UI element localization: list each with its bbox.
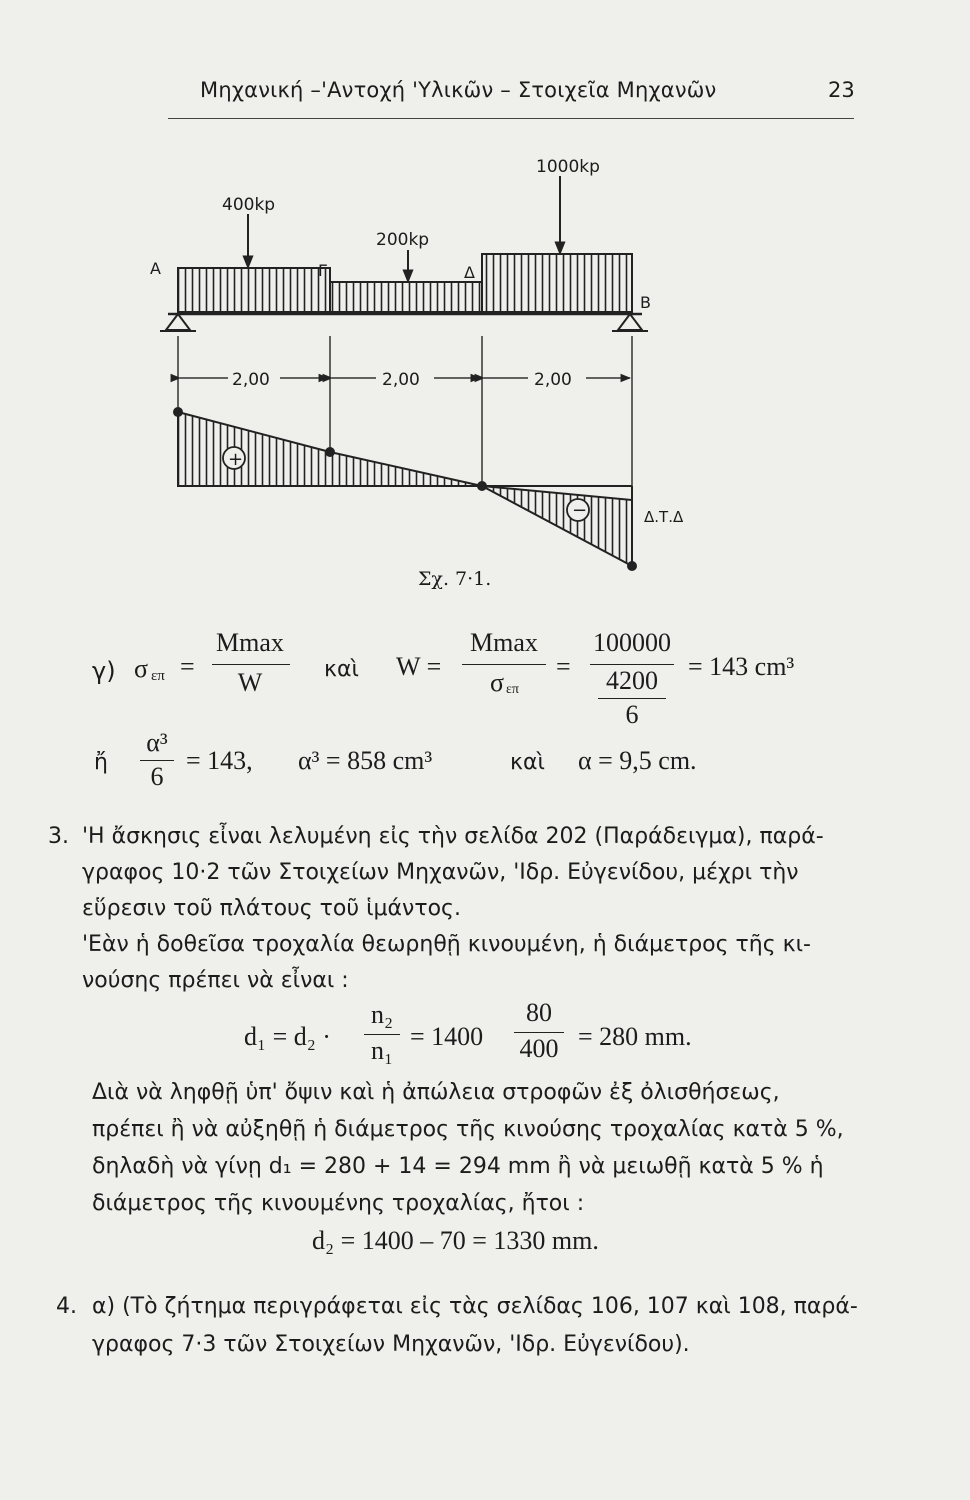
page-number: 23 — [828, 78, 855, 102]
beam-figure — [150, 140, 720, 610]
num-80: 80 — [526, 998, 552, 1027]
alpha-result: α = 9,5 cm. — [578, 746, 697, 775]
fraction-line — [590, 664, 674, 665]
w-result: = 143 cm³ — [688, 652, 795, 681]
point-label-d: Δ — [464, 263, 475, 282]
alpha-cubed: α³ — [146, 728, 168, 757]
point-label-g: Γ — [318, 261, 327, 280]
six-denominator: 6 — [150, 762, 164, 791]
negative-sign: − — [572, 500, 588, 521]
positive-sign: + — [228, 449, 244, 470]
load-blocks — [178, 254, 632, 312]
kai-word: καὶ — [324, 657, 359, 682]
num-4200: 4200 — [606, 666, 658, 695]
mmax-numerator-2: Mmax — [470, 628, 538, 657]
item-4-line-2: γραφος 7·3 τῶν Στοιχείων Μηχανῶν, 'Ιδρ. Εὐγενίδου). — [92, 1332, 690, 1357]
n1-denominator: n₁ — [370, 1036, 394, 1065]
fraction-line — [598, 698, 666, 699]
d-equation-rhs: = 280 mm. — [578, 1022, 692, 1051]
n2-numerator: n₂ — [370, 1000, 394, 1029]
fraction-line — [514, 1032, 564, 1033]
num-100000: 100000 — [593, 628, 671, 657]
sigma-symbol: σ — [134, 654, 149, 683]
sigma-subscript: επ — [151, 668, 165, 684]
kai-word-2: καὶ — [510, 750, 545, 775]
w-denominator: W — [237, 668, 263, 697]
shear-diagram — [173, 407, 637, 571]
equals-sign-2: = — [556, 652, 571, 681]
item-3-line-5: νούσης πρέπει νὰ εἶναι : — [82, 968, 349, 993]
dimension-label-3: 2,00 — [534, 370, 572, 390]
dimension-label-2: 2,00 — [382, 370, 420, 390]
item-3-line-6: Διὰ νὰ ληφθῇ ὑπ' ὄψιν καὶ ἡ ἀπώλεια στροφῶν ἐξ ὀλισθήσεως, — [92, 1080, 780, 1105]
alpha-cubed-858: α³ = 858 cm³ — [298, 746, 433, 775]
item-3-line-1: 'Η ἄσκησις εἶναι λελυμένη εἰς τὴν σελίδα 202 (Παράδειγμα), παρά- — [82, 824, 824, 849]
sigma-subscript-2: επ — [506, 682, 519, 697]
item-4-number: 4. — [56, 1294, 77, 1319]
num-400: 400 — [519, 1034, 559, 1063]
item-3-number: 3. — [48, 824, 69, 849]
item-3-line-4: 'Εὰν ἡ δοθεῖσα τροχαλία θεωρηθῇ κινουμένη, ἡ διάμετρος τῆς κι- — [82, 932, 811, 957]
running-title: Μηχανική –'Αντοχή 'Υλικῶν – Στοιχεῖα Μηχανῶν — [200, 78, 717, 102]
load-label-1000: 1000kp — [536, 157, 600, 177]
load-label-400: 400kp — [222, 195, 276, 215]
item-4-line-1: α) (Τὸ ζήτημα περιγράφεται εἰς τὰς σελίδας 106, 107 καὶ 108, παρά- — [92, 1294, 858, 1319]
item-3-line-3: εὕρεσιν τοῦ πλάτους τοῦ ἱμάντος. — [82, 896, 461, 921]
diagram-label: Δ.Τ.Δ — [644, 508, 684, 526]
load-label-200: 200kp — [376, 230, 430, 250]
item-3-line-8: δηλαδὴ νὰ γίνῃ d₁ = 280 + 14 = 294 mm ἢ νὰ μειωθῇ κατὰ 5 % ἡ — [92, 1154, 824, 1179]
eta-word: ἤ — [94, 750, 108, 775]
figure-caption: Σχ. 7·1. — [418, 568, 492, 590]
header-rule — [168, 118, 854, 119]
d-equation-mid: = 1400 — [410, 1022, 484, 1051]
support-b — [612, 314, 648, 331]
section-g-label: γ) — [92, 657, 116, 685]
item-3-line-9: διάμετρος τῆς κινουμένης τροχαλίας, ἤτοι : — [92, 1191, 585, 1216]
point-label-b: B — [640, 293, 651, 312]
fraction-line — [212, 664, 290, 665]
fraction-line — [140, 760, 174, 761]
w-equals: W = — [396, 652, 442, 681]
item-3-line-2: γραφος 10·2 τῶν Στοιχείων Μηχανῶν, 'Ιδρ. Εὐγενίδου, μέχρι τὴν — [82, 860, 799, 885]
fraction-line — [462, 664, 546, 665]
mmax-numerator: Mmax — [216, 628, 284, 657]
equals-sign: = — [180, 652, 195, 681]
dimension-label-1: 2,00 — [232, 370, 270, 390]
d2-final-equation: d₂ = 1400 – 70 = 1330 mm. — [312, 1226, 599, 1255]
sigma-denominator: σ — [490, 668, 505, 697]
fraction-line — [364, 1034, 400, 1035]
item-3-line-7: πρέπει ἢ νὰ αὐξηθῇ ἡ διάμετρος τῆς κινούσης τροχαλίας κατὰ 5 %, — [92, 1117, 844, 1142]
point-label-a: A — [150, 259, 161, 278]
eq-143: = 143, — [186, 746, 253, 775]
d-equation-lhs: d₁ = d₂ · — [244, 1022, 331, 1051]
num-6: 6 — [625, 700, 639, 729]
support-a — [160, 314, 196, 331]
